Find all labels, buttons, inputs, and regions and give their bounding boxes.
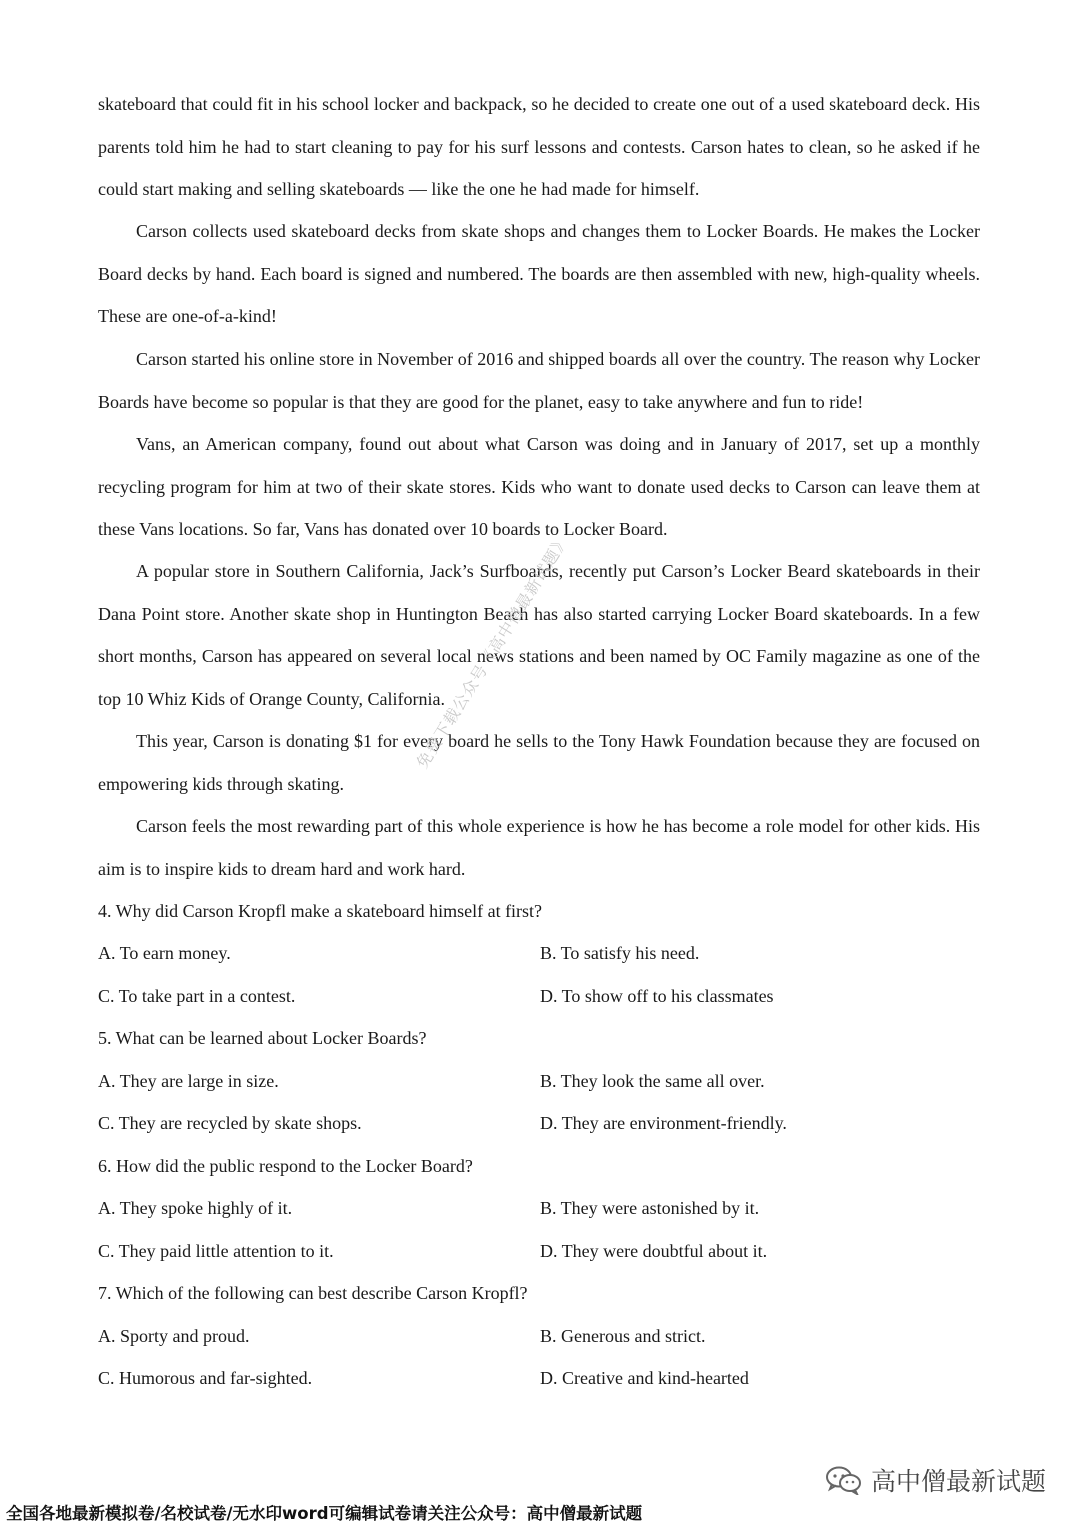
passage-paragraph-4: Vans, an American company, found out about what Carson was doing and in January of 2017, set up a monthly recycling program for him at two of their skate stores. Kids who want to donate used decks to Carson can leave them at these Vans locations. So far, Vans has donated over 10 boards to Locker Board. — [98, 434, 980, 539]
option-b: B. To satisfy his need. — [540, 943, 700, 963]
passage-paragraph-7: Carson feels the most rewarding part of this whole experience is how he has become a role model for other kids. His aim is to inspire kids to dream hard and work hard. — [98, 816, 980, 879]
option-d: D. They were doubtful about it. — [540, 1241, 768, 1261]
option-c: C. Humorous and far-sighted. — [98, 1368, 313, 1388]
option-b: B. They were astonished by it. — [540, 1198, 760, 1218]
option-c: C. They paid little attention to it. — [98, 1241, 334, 1261]
question-stem: 4. Why did Carson Kropfl make a skateboard himself at first? — [98, 901, 543, 921]
option-c: C. They are recycled by skate shops. — [98, 1113, 362, 1133]
question-stem: 5. What can be learned about Locker Boards? — [98, 1028, 427, 1048]
option-c: C. To take part in a contest. — [98, 986, 296, 1006]
passage-paragraph-2: Carson collects used skateboard decks from skate shops and changes them to Locker Boards. He makes the Locker Board decks by hand. Each board is signed and numbered. The boards are then assembled with new, high-quality wheels. These are one-of-a-kind! — [98, 221, 980, 326]
option-d: D. Creative and kind-hearted — [540, 1368, 749, 1388]
question-stem: 7. Which of the following can best describe Carson Kropfl? — [98, 1283, 528, 1303]
passage-paragraph-1: skateboard that could fit in his school locker and backpack, so he decided to create one out of a used skateboard deck. His parents told him he had to start cleaning to pay for his surf lessons and contests. Carson hates to clean, so he asked if he could start making and selling skateboards — like the one he had made for himself. — [98, 94, 980, 199]
option-a: A. Sporty and proud. — [98, 1326, 250, 1346]
wechat-icon — [825, 1465, 863, 1495]
option-a: A. To earn money. — [98, 943, 231, 963]
question-stem: 6. How did the public respond to the Locker Board? — [98, 1156, 473, 1176]
option-d: D. To show off to his classmates — [540, 986, 774, 1006]
account-name: 高中僧最新试题 — [870, 1467, 1046, 1496]
passage-paragraph-6: This year, Carson is donating $1 for every board he sells to the Tony Hawk Foundation because they are focused on empowering kids through skating. — [98, 731, 980, 794]
account-brand — [825, 1462, 1046, 1498]
option-b: B. Generous and strict. — [540, 1326, 706, 1346]
watermark-text: 免费下载公众号《高中僧最新试题》 — [412, 530, 573, 772]
passage-paragraph-5: A popular store in Southern California, Jack’s Surfboards, recently put Carson’s Locker Beard skateboards in their Dana Point store. Another skate shop in Huntington Beach has also started carrying Locker Board skateboards. In a few short months, Carson has appeared on several local news stations and been named by OC Family magazine as one of the top 10 Whiz Kids of Orange County, California. — [98, 561, 980, 709]
option-a: A. They are large in size. — [98, 1071, 279, 1091]
option-a: A. They spoke highly of it. — [98, 1198, 293, 1218]
option-b: B. They look the same all over. — [540, 1071, 765, 1091]
option-d: D. They are environment-friendly. — [540, 1113, 787, 1133]
footer-notice: 全国各地最新模拟卷/名校试卷/无水印word可编辑试卷请关注公众号：高中僧最新试题 — [6, 1504, 643, 1523]
passage-paragraph-3: Carson started his online store in November of 2016 and shipped boards all over the country. The reason why Locker Boards have become so popular is that they are good for the planet, easy to take anywhere and fun to ride! — [98, 349, 980, 412]
